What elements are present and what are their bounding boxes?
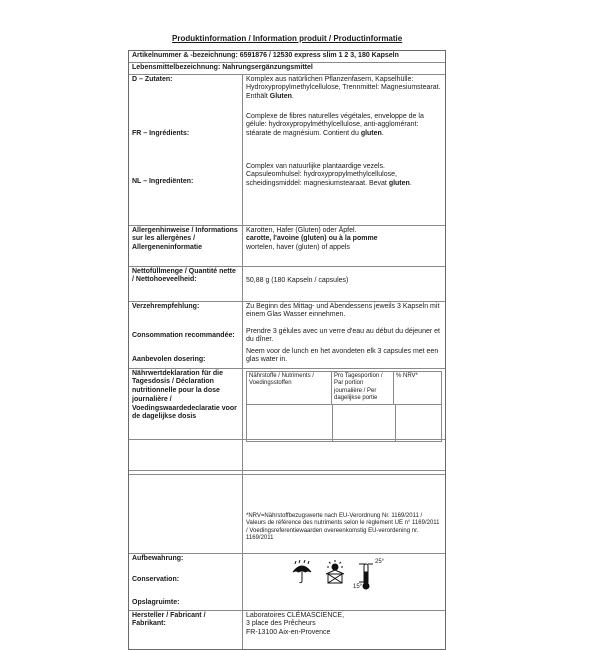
storage-row [129,553,445,610]
footnote-label-cell [129,475,243,553]
allergens-row [129,225,445,266]
footnote-row [129,474,445,553]
de-usage-text: Zu Beginn des Mittag- und Abendessens jeweils 3 Kapseln mit einem Glas Wasser einnehmen. [246,302,440,319]
empty-row [129,439,445,470]
product-info-document [128,34,446,650]
usage-labels [129,302,243,368]
de-storage-label: Aufbewahrung: [132,554,184,562]
info-table [128,50,446,650]
ingredients-row [129,74,445,225]
storage-labels [129,554,243,610]
storage-symbols [243,554,445,610]
manufacturer-row [129,610,445,649]
nl-ingredients-label: NL – Ingrediënten: [132,177,194,185]
food-name-row: Lebensmittelbezeichnung: Nahrungsergänzungsmittel [132,63,313,71]
nutrition-header [246,371,442,405]
manufacturer-address [243,611,445,649]
fr-usage-label: Consommation recommandée: [132,331,235,339]
allergens-de: Karotten, Hafer (Gluten) oder Äpfel. [246,226,357,234]
fr-ingredients-text: Complexe de fibres naturelles végétales, enveloppe de la gélule: hydroxypropylméthylcellulose, anti-agglomérant: stéarate de magnésium. Contient du gluten. [246,112,424,137]
usage-row [129,301,445,368]
net-quantity-value: 50,88 g (180 Kapseln / capsules) [246,276,349,284]
keep-dry-umbrella-icon [291,560,313,584]
nrv-footnote: *NRV=Nährstoffbezugswerte nach EU-Verordnung Nr. 1169/2011 / Valeurs de référence des nutriments selon le règlement UE n° 1169/2011 / Voedingsreferentiewaarden overeenkomstig EU-verordening nr. 1169/2011 [246,512,440,541]
de-usage-label: Verzehrempfehlung: [132,302,200,310]
nutrition-body [246,405,442,442]
spacer-value-cell [243,471,445,474]
nutrients-col-header: Nährstoffe / Nutriments / Voedingsstoffen [247,372,332,404]
net-quantity-row [129,266,445,301]
nrv-col-cell [396,405,441,441]
manufacturer-line2: 3 place des Prêcheurs [246,620,316,628]
allergens-values [243,226,445,266]
nl-usage-text: Neem voor de lunch en het avondeten elk 3 capsules met een glas water in. [246,347,439,364]
allergens-nl: wortelen, haver (gluten) of appels [246,244,350,251]
nl-ingredients-text: Complex van natuurlijke plantaardige vezels. Capsuleomhulsel: hydroxypropylmethylcellulose, scheidingsmiddel: magnesiumstearaat. Bevat gluten. [246,162,412,187]
ingredients-values [243,75,445,225]
nutrition-table [243,369,445,439]
nutrients-col-cell [247,405,333,441]
de-ingredients-label: D – Zutaten: [132,75,173,83]
temperature-max-label: 25° [375,558,385,565]
fr-storage-label: Conservation: [132,575,180,583]
spacer-label-cell [129,471,243,474]
manufacturer-line3: FR-13100 Aix-en-Provence [246,629,331,636]
daily-portion-col-header: Pro Tagesportion / Par portion journalière / Per dagelijkse portie [332,372,394,404]
nrv-col-header: % NRV* [396,372,418,379]
daily-portion-col-cell [333,405,396,441]
nl-usage-label: Aanbevolen dosering: [132,355,206,363]
nl-storage-label: Opslagruimte: [132,598,180,606]
fr-ingredients-label: FR – Ingrédients: [132,129,190,137]
nutrition-label: Nährwertdeklaration für die Tagesdosis / Déclaration nutritionnelle pour la dose journalière / Voedingswaardedeclaratie voor de dagelijkse dosis [129,369,243,439]
nutrition-row [129,368,445,439]
ingredients-labels [129,75,243,225]
usage-values [243,302,445,368]
spacer-row [129,470,445,474]
allergens-label: Allergenhinweise / Informations sur les allergènes / Allergeneninformatie [129,226,243,266]
temperature-min-label: 15° [353,583,363,590]
allergens-fr: carotte, l'avoine (gluten) ou à la pomme [246,235,378,243]
keep-away-from-sunlight-icon [323,560,347,584]
empty-label-cell [129,440,243,470]
document-title: Produktinformation / Information produit / Productinformatie [172,34,403,43]
manufacturer-label: Hersteller / Fabricant / Fabrikant: [129,611,243,649]
article-row: Artikelnummer & -bezeichnung: 6591876 / 12530 express slim 1 2 3, 180 Kapseln [129,51,445,63]
manufacturer-line1: Laboratoires CLÉMASCIENCE, [246,611,345,619]
empty-value-cell [243,440,445,470]
de-ingredients-text: Komplex aus natürlichen Pflanzenfasern, Kapselhülle: Hydroxypropylmethylcellulose, Trennmittel: Magnesiumstearat. Enthält Gluten. [246,75,441,100]
fr-usage-text: Prendre 3 gélules avec un verre d'eau au début du déjeuner et du dîner. [246,327,440,344]
net-quantity-label: Nettofüllmenge / Quantité nette / Nettohoeveelheid: [129,267,243,301]
